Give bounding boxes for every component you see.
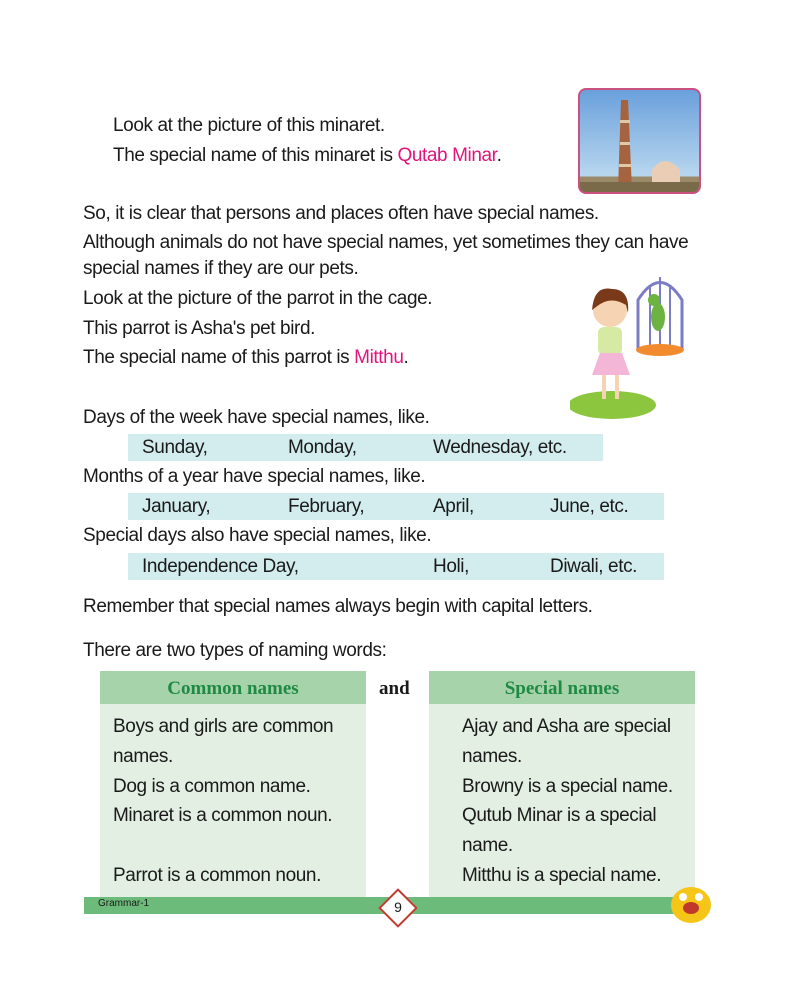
example-item: June, etc. [550,496,629,517]
column-line: Dog is a common name. [113,776,311,797]
example-item: February, [288,496,365,517]
column-line: Minaret is a common noun. [113,805,333,826]
example-item: Holi, [433,556,470,577]
example-item: Independence Day, [142,556,299,577]
column-line: Qutub Minar is a special [462,805,657,826]
column-line: Browny is a special name. [462,776,673,797]
text: . [403,347,409,368]
column-line: names. [113,746,173,767]
special-days-examples [128,553,664,580]
remember-note: Remember that special names always begin with capital letters. [83,596,593,617]
common-names-header: Common names [100,671,366,704]
example-item: Monday, [288,437,357,458]
column-line: names. [462,746,522,767]
months-label: Months of a year have special names, like. [83,466,426,487]
special-name-mitthu: Mitthu [354,347,404,368]
para-line-1: So, it is clear that persons and places often have special names. [83,203,599,224]
special-names-column [429,671,695,897]
para-line-6 [83,346,408,370]
intro-line-2 [113,144,501,168]
special-days-label: Special days also have special names, like. [83,525,432,546]
column-line: name. [462,835,513,856]
and-connector: and [379,678,410,699]
para-line-4: Look at the picture of the parrot in the cage. [83,288,433,309]
special-name-qutab-minar: Qutab Minar [397,145,497,166]
example-item: January, [142,496,211,517]
example-item: Wednesday, etc. [433,437,567,458]
qutab-minar-picture [578,88,701,194]
example-item: Sunday, [142,437,208,458]
book-title: Grammar-1 [98,898,150,909]
example-item: Diwali, etc. [550,556,638,577]
days-label: Days of the week have special names, like. [83,407,430,428]
para-line-3: special names if they are our pets. [83,258,359,279]
intro-line-1: Look at the picture of this minaret. [113,115,385,136]
column-line: Mitthu is a special name. [462,865,662,886]
para-line-5: This parrot is Asha's pet bird. [83,318,316,339]
page-number: 9 [394,899,402,915]
column-line: Boys and girls are common [113,716,334,737]
example-item: April, [433,496,474,517]
days-examples [128,434,603,461]
mascot-icon [666,880,716,925]
types-intro: There are two types of naming words: [83,640,387,661]
para-line-2: Although animals do not have special names, yet sometimes they can have [83,232,689,253]
column-line: Ajay and Asha are special [462,716,671,737]
column-line: Parrot is a common noun. [113,865,321,886]
text: . [496,145,502,166]
special-names-header: Special names [429,671,695,704]
common-names-column [100,671,366,897]
text: The special name of this parrot is [83,347,355,368]
months-examples [128,493,664,520]
minaret-illustration [580,90,699,192]
text: The special name of this minaret is [113,145,398,166]
girl-and-parrot-cage-illustration [570,255,690,425]
